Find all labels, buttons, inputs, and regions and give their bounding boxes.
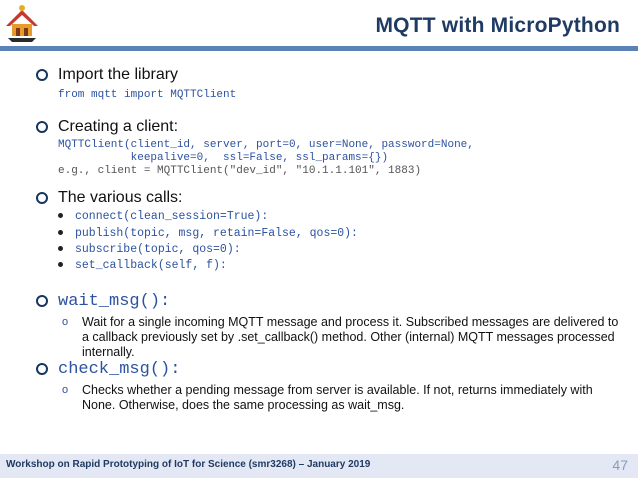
method-heading: check_msg(): bbox=[58, 360, 181, 379]
hollow-circle-bullet-icon bbox=[36, 69, 48, 81]
method-description bbox=[62, 315, 622, 360]
list-item bbox=[58, 210, 268, 223]
sub-bullet-icon: o bbox=[62, 316, 69, 328]
section-check-msg bbox=[36, 360, 180, 379]
header-rule bbox=[0, 46, 638, 51]
code-example-line: e.g., client = MQTTClient("dev_id", "10.1.1.101", 1883) bbox=[58, 165, 422, 177]
list-item bbox=[58, 227, 358, 240]
institution-logo bbox=[0, 0, 44, 44]
section-heading: Creating a client: bbox=[58, 118, 179, 135]
hollow-circle-bullet-icon bbox=[36, 363, 48, 375]
section-heading: Import the library bbox=[58, 66, 179, 83]
description-text: Wait for a single incoming MQTT message and process it. Subscribed messages are delivered to a callback previously set by .set_callback() method. Other (internal) MQTT messages processed internally. bbox=[82, 315, 619, 359]
list-item bbox=[58, 259, 227, 272]
bullet-dot-icon bbox=[58, 213, 63, 218]
hollow-circle-bullet-icon bbox=[36, 121, 48, 133]
bullet-dot-icon bbox=[58, 246, 63, 251]
bullet-dot-icon bbox=[58, 262, 63, 267]
method-signature: connect(clean_session=True): bbox=[75, 210, 269, 223]
method-signature: set_callback(self, f): bbox=[75, 259, 227, 272]
page-number: 47 bbox=[612, 457, 628, 473]
method-description bbox=[62, 383, 622, 413]
footer-bar bbox=[0, 454, 638, 478]
section-wait-msg bbox=[36, 292, 170, 311]
hollow-circle-bullet-icon bbox=[36, 295, 48, 307]
footer-text: Workshop on Rapid Prototyping of IoT for Science (smr3268) – January 2019 bbox=[6, 459, 371, 470]
sub-bullet-icon: o bbox=[62, 384, 69, 396]
hollow-circle-bullet-icon bbox=[36, 192, 48, 204]
bullet-dot-icon bbox=[58, 230, 63, 235]
code-line: from mqtt import MQTTClient bbox=[58, 89, 237, 101]
section-import bbox=[36, 66, 178, 84]
section-heading: The various calls: bbox=[58, 189, 183, 206]
method-heading: wait_msg(): bbox=[58, 292, 171, 311]
section-client bbox=[36, 118, 178, 136]
slide-title: MQTT with MicroPython bbox=[375, 14, 620, 37]
method-signature: publish(topic, msg, retain=False, qos=0): bbox=[75, 227, 358, 240]
method-signature: subscribe(topic, qos=0): bbox=[75, 243, 241, 256]
description-text: Checks whether a pending message from server is available. If not, returns immediately with None. Otherwise, does the same processing as wait_msg. bbox=[82, 383, 593, 412]
code-line: MQTTClient(client_id, server, port=0, user=None, password=None, bbox=[58, 139, 474, 151]
list-item bbox=[58, 243, 241, 256]
code-line: keepalive=0, ssl=False, ssl_params={}) bbox=[58, 152, 389, 164]
section-calls bbox=[36, 189, 183, 207]
